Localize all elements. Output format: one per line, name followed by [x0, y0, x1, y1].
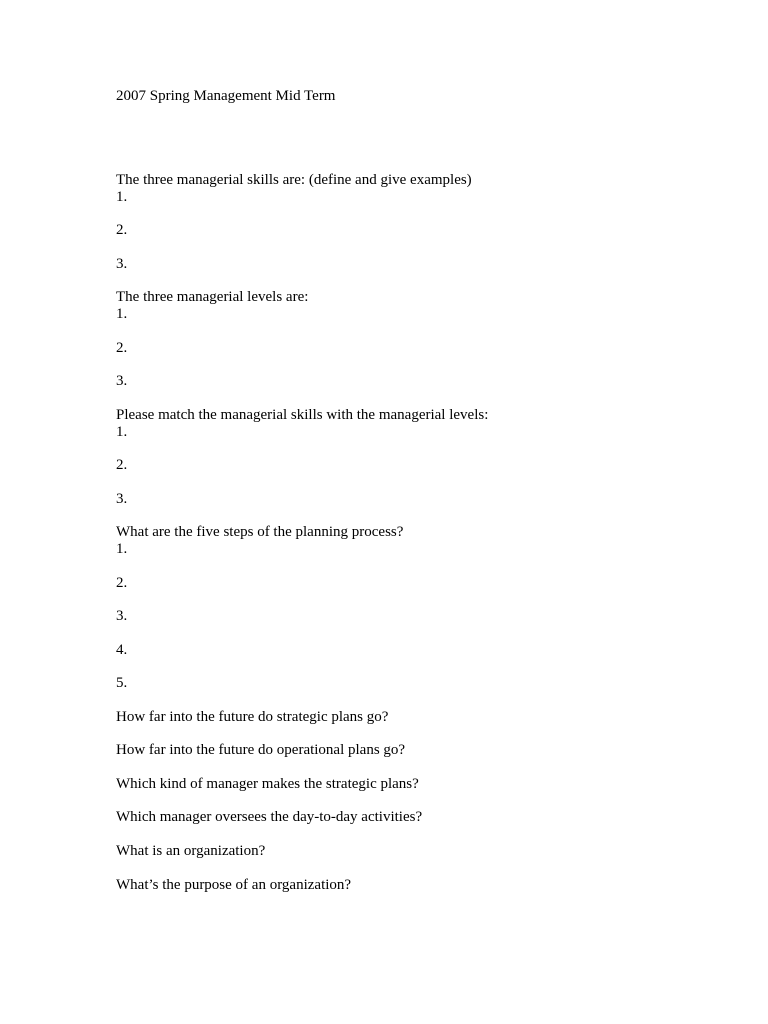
list-item: 3. [116, 608, 128, 624]
list-item: 4. [116, 642, 128, 658]
list-item: 1. [116, 189, 128, 205]
list-item: 2. [116, 340, 128, 356]
list-item: 1. [116, 541, 128, 557]
list-item: 1. [116, 424, 128, 440]
question-strategic-plans-horizon: How far into the future do strategic plans go? [116, 709, 389, 725]
list-item: 1. [116, 306, 128, 322]
question-planning-steps: What are the five steps of the planning process? [116, 524, 404, 540]
list-item: 3. [116, 491, 128, 507]
list-item: 3. [116, 373, 128, 389]
question-day-to-day-manager: Which manager oversees the day-to-day activities? [116, 809, 423, 825]
question-organization-purpose: What’s the purpose of an organization? [116, 877, 352, 893]
question-operational-plans-horizon: How far into the future do operational plans go? [116, 742, 406, 758]
question-match-skills-levels: Please match the managerial skills with the managerial levels: [116, 407, 489, 423]
list-item: 2. [116, 457, 128, 473]
question-strategic-plans-manager: Which kind of manager makes the strategic plans? [116, 776, 419, 792]
page-title: 2007 Spring Management Mid Term [116, 88, 336, 104]
list-item: 2. [116, 575, 128, 591]
list-item: 2. [116, 222, 128, 238]
question-managerial-skills: The three managerial skills are: (define and give examples) [116, 172, 472, 188]
list-item: 3. [116, 256, 128, 272]
list-item: 5. [116, 675, 128, 691]
question-managerial-levels: The three managerial levels are: [116, 289, 309, 305]
question-what-is-organization: What is an organization? [116, 843, 266, 859]
